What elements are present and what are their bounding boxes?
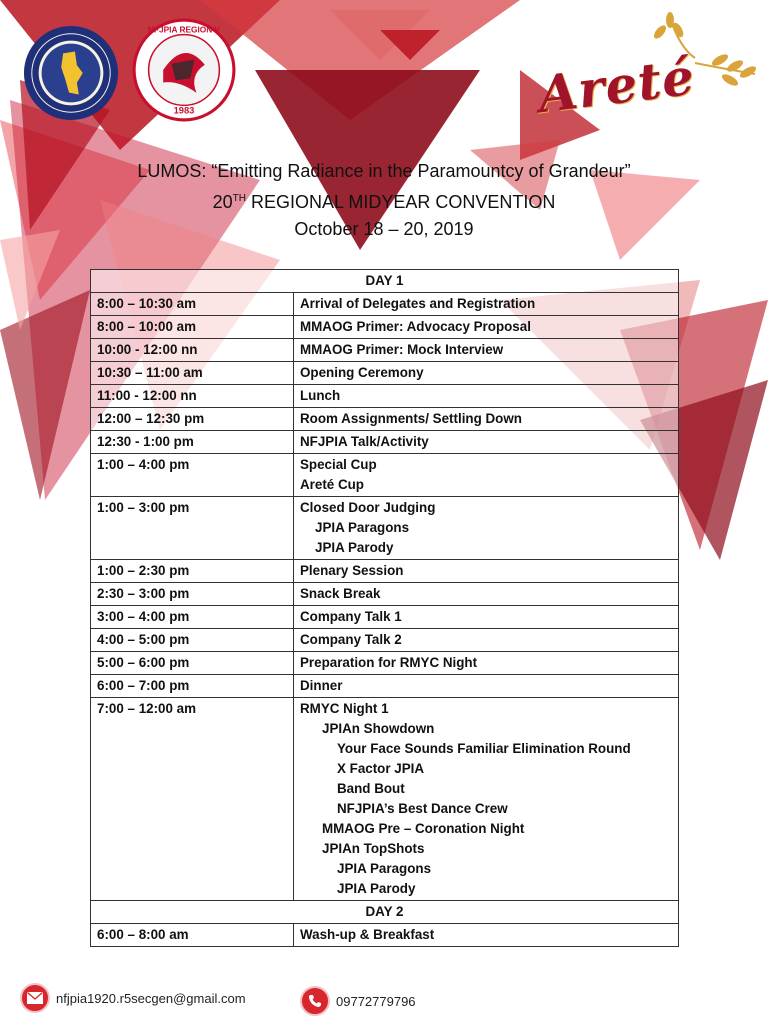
schedule-row <box>91 293 679 316</box>
time-cell: 2:30 – 3:00 pm <box>91 583 294 606</box>
time-cell: 5:00 – 6:00 pm <box>91 652 294 675</box>
event-line: JPIA Paragons <box>315 520 410 535</box>
schedule-row <box>91 606 679 629</box>
event-line: JPIA Paragons <box>337 861 432 876</box>
email-contact <box>20 983 246 1013</box>
schedule-row <box>91 629 679 652</box>
time-cell: 12:00 – 12:30 pm <box>91 408 294 431</box>
event-line: Room Assignments/ Settling Down <box>300 411 522 426</box>
schedule-table <box>90 269 679 947</box>
arete-logo <box>520 8 760 128</box>
event-line: JPIAn Showdown <box>322 721 435 736</box>
event-cell <box>294 408 679 431</box>
date-line: October 18 – 20, 2019 <box>294 219 474 239</box>
event-line: Company Talk 1 <box>300 609 402 624</box>
phone-text[interactable]: 09772779796 <box>336 993 416 1009</box>
schedule-row <box>91 652 679 675</box>
event-line: Areté Cup <box>300 477 364 492</box>
event-cell <box>294 385 679 408</box>
event-line: MMAOG Primer: Mock Interview <box>300 342 504 357</box>
day-header-row <box>91 270 679 293</box>
day-header-row <box>91 901 679 924</box>
event-cell <box>294 316 679 339</box>
event-cell <box>294 675 679 698</box>
time-cell: 4:00 – 5:00 pm <box>91 629 294 652</box>
schedule-row <box>91 339 679 362</box>
schedule-row <box>91 497 679 560</box>
time-cell: 1:00 – 2:30 pm <box>91 560 294 583</box>
event-line: Band Bout <box>337 781 405 796</box>
time-cell: 3:00 – 4:00 pm <box>91 606 294 629</box>
arete-wordmark: Areté <box>534 46 698 125</box>
event-line: Your Face Sounds Familiar Elimination Round <box>337 741 631 756</box>
event-line: Plenary Session <box>300 563 404 578</box>
schedule-row <box>91 924 679 947</box>
event-cell <box>294 293 679 316</box>
event-cell <box>294 431 679 454</box>
schedule-row <box>91 698 679 901</box>
event-cell <box>294 454 679 497</box>
day2-label: DAY 2 <box>91 901 679 924</box>
event-cell <box>294 339 679 362</box>
document-header <box>0 158 768 243</box>
time-cell: 10:30 – 11:00 am <box>91 362 294 385</box>
event-line: Lunch <box>300 388 341 403</box>
event-line: Wash-up & Breakfast <box>300 927 435 942</box>
convention-suffix: TH <box>232 193 246 204</box>
event-line: Closed Door Judging <box>300 500 436 515</box>
event-line: X Factor JPIA <box>337 761 425 776</box>
convention-title: REGIONAL MIDYEAR CONVENTION <box>251 192 556 212</box>
event-cell <box>294 652 679 675</box>
event-line: MMAOG Primer: Advocacy Proposal <box>300 319 531 334</box>
event-line: NFJPIA’s Best Dance Crew <box>337 801 508 816</box>
time-cell: 8:00 – 10:30 am <box>91 293 294 316</box>
phone-icon <box>300 986 330 1016</box>
theme-line: LUMOS: “Emitting Radiance in the Paramountcy of Grandeur” <box>137 161 631 181</box>
time-cell: 1:00 – 4:00 pm <box>91 454 294 497</box>
junior-philippine-institute-seal <box>22 24 120 122</box>
event-cell <box>294 583 679 606</box>
schedule-row <box>91 362 679 385</box>
event-line: RMYC Night 1 <box>300 701 389 716</box>
event-cell <box>294 362 679 385</box>
phone-contact <box>300 986 416 1016</box>
day1-label: DAY 1 <box>91 270 679 293</box>
email-text[interactable]: nfjpia1920.r5secgen@gmail.com <box>56 990 246 1006</box>
time-cell: 6:00 – 7:00 pm <box>91 675 294 698</box>
event-line: MMAOG Pre – Coronation Night <box>322 821 525 836</box>
convention-line <box>0 185 768 216</box>
event-cell <box>294 497 679 560</box>
event-line: Special Cup <box>300 457 377 472</box>
schedule-row <box>91 385 679 408</box>
event-line: Arrival of Delegates and Registration <box>300 296 536 311</box>
time-cell: 12:30 - 1:00 pm <box>91 431 294 454</box>
event-line: JPIA Parody <box>315 540 394 555</box>
event-line: Opening Ceremony <box>300 365 424 380</box>
schedule-row <box>91 316 679 339</box>
seal-year-text: 1983 <box>173 105 195 116</box>
event-line: JPIA Parody <box>337 881 416 896</box>
time-cell: 10:00 - 12:00 nn <box>91 339 294 362</box>
event-line: Preparation for RMYC Night <box>300 655 478 670</box>
event-line: Snack Break <box>300 586 381 601</box>
time-cell: 1:00 – 3:00 pm <box>91 497 294 560</box>
time-cell: 8:00 – 10:00 am <box>91 316 294 339</box>
time-cell: 6:00 – 8:00 am <box>91 924 294 947</box>
event-cell <box>294 560 679 583</box>
event-cell <box>294 606 679 629</box>
schedule-row <box>91 408 679 431</box>
convention-number: 20 <box>212 192 233 212</box>
event-line: Company Talk 2 <box>300 632 402 647</box>
event-line: Dinner <box>300 678 343 693</box>
schedule-row <box>91 560 679 583</box>
schedule-row <box>91 675 679 698</box>
time-cell: 7:00 – 12:00 am <box>91 698 294 901</box>
event-cell <box>294 629 679 652</box>
envelope-icon <box>20 983 50 1013</box>
schedule-row <box>91 431 679 454</box>
schedule-row <box>91 454 679 497</box>
event-line: JPIAn TopShots <box>322 841 425 856</box>
nfjpia-region-v-council-seal <box>132 18 236 122</box>
event-line: NFJPIA Talk/Activity <box>300 434 429 449</box>
schedule-body <box>91 270 679 947</box>
schedule-row <box>91 583 679 606</box>
event-cell <box>294 698 679 901</box>
time-cell: 11:00 - 12:00 nn <box>91 385 294 408</box>
seal-council-text: NFJPIA REGION V <box>147 24 221 35</box>
event-cell <box>294 924 679 947</box>
